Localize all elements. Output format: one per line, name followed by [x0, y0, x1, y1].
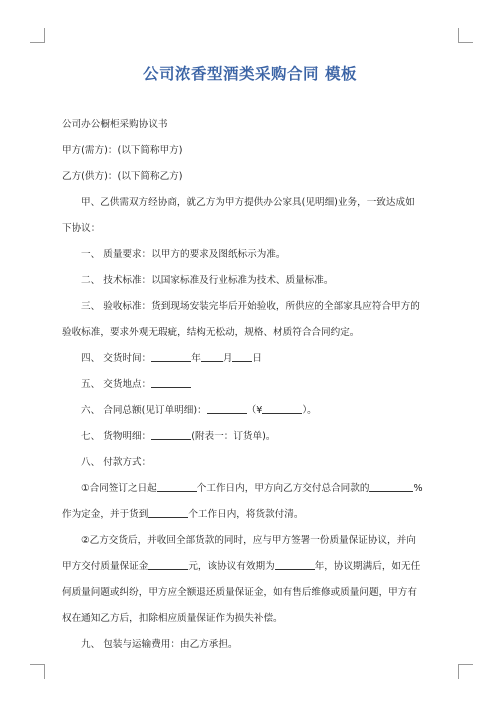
deposit-amount-blank: [148, 559, 188, 570]
intro-line-1: 甲、乙供需双方经协商，就乙方为甲方提供办公家具(见明细)业务，一致达成如: [81, 197, 415, 208]
delivery-place-blank: [151, 377, 191, 388]
document-title: 公司浓香型酒类采购合同 模板: [143, 65, 357, 83]
payment-1-percent-sign: %: [413, 483, 423, 494]
day-label: 日: [252, 353, 262, 364]
payment-1-text-b: 个工作日内，甲方向乙方交付总合同款的: [196, 483, 370, 494]
contract-total-amount-blank: [262, 403, 302, 414]
clause-acceptance-line-2: 验收标准，要求外观无瑕疵，结构无松动，规格、材质符合合同约定。: [62, 327, 360, 338]
clause-delivery-place: [62, 372, 438, 398]
subtitle: 公司办公橱柜采购协议书: [62, 119, 168, 130]
clause-technical: 二、 技术标准：以国家标准及行业标准为技术、质量标准。: [81, 275, 334, 286]
party-a-line: 甲方(需方)：(以下简称甲方): [62, 145, 183, 156]
payment-1-days-blank: [157, 481, 197, 492]
payment-2-text-c: 年，协议期满后，如无任: [314, 561, 421, 572]
crop-mark-top-right: [458, 28, 473, 43]
clause-contract-total: [62, 398, 438, 424]
crop-mark-top-left: [30, 28, 45, 43]
year-blank: [151, 351, 191, 362]
clause-goods-detail: [62, 424, 438, 450]
clause-packaging: 九、 包装与运输费用：由乙方承担。: [81, 639, 238, 650]
payment-2-text-a: 甲方交付质量保证金: [62, 561, 149, 572]
delivery-time-label: 四、 交货时间：: [81, 353, 152, 364]
payment-2-text-b: 元，该协议有效期为: [188, 561, 275, 572]
payment-2-line-3: 何质量问题或纠纷，甲方应全额退还质量保证金，如有售后维修或质量问题，甲方有: [62, 587, 417, 598]
payment-1-text-e: 个工作日内，将货款付清。: [188, 509, 304, 520]
payment-2-line-1: ②乙方交货后，并收回全部货款的同时，应与甲方签署一份质量保证协议，并向: [81, 535, 416, 546]
clause-quality: 一、 质量要求：以甲方的要求及图纸标示为准。: [81, 249, 286, 260]
payment-1-line-2: [62, 502, 438, 528]
goods-detail-blank: [151, 429, 191, 440]
month-blank: [201, 351, 223, 362]
year-label: 年: [191, 353, 201, 364]
document-body: [62, 112, 438, 658]
contract-total-label: 六、 合同总额(见订单明细)：: [81, 405, 207, 416]
payment-1-text-d: 作为定金，并于货到: [62, 509, 149, 520]
clause-delivery-time: [62, 346, 438, 372]
contract-total-blank: [207, 403, 247, 414]
contract-total-yuan: （¥: [246, 405, 263, 416]
goods-detail-label: 七、 货物明细：: [81, 431, 152, 442]
crop-mark-bottom-left: [30, 664, 45, 679]
payment-1-arrival-days-blank: [148, 507, 188, 518]
day-blank: [232, 351, 252, 362]
month-label: 月: [222, 353, 233, 364]
delivery-place-label: 五、 交货地点：: [81, 379, 152, 390]
payment-2-line-2: [62, 554, 438, 580]
clause-acceptance-line-1: 三、 验收标准：货到现场安装完毕后开始验收，所供应的全部家具应符合甲方的: [81, 301, 420, 312]
payment-1-line-1: [62, 476, 438, 502]
party-b-line: 乙方(供方)：(以下简称乙方): [62, 171, 183, 182]
crop-mark-bottom-right: [458, 664, 473, 679]
goods-detail-suffix: (附表一：订货单)。: [191, 431, 276, 442]
contract-total-end: ）。: [302, 405, 317, 416]
payment-2-line-4: 权在通知乙方后，扣除相应质量保证作为损失补偿。: [62, 613, 283, 624]
validity-years-blank: [275, 559, 315, 570]
intro-line-2: 下协议：: [62, 223, 101, 234]
clause-payment: 八、 付款方式：: [81, 457, 152, 468]
payment-1-text-a: ①合同签订之日起: [81, 483, 157, 494]
payment-1-percent-blank: [369, 481, 413, 492]
